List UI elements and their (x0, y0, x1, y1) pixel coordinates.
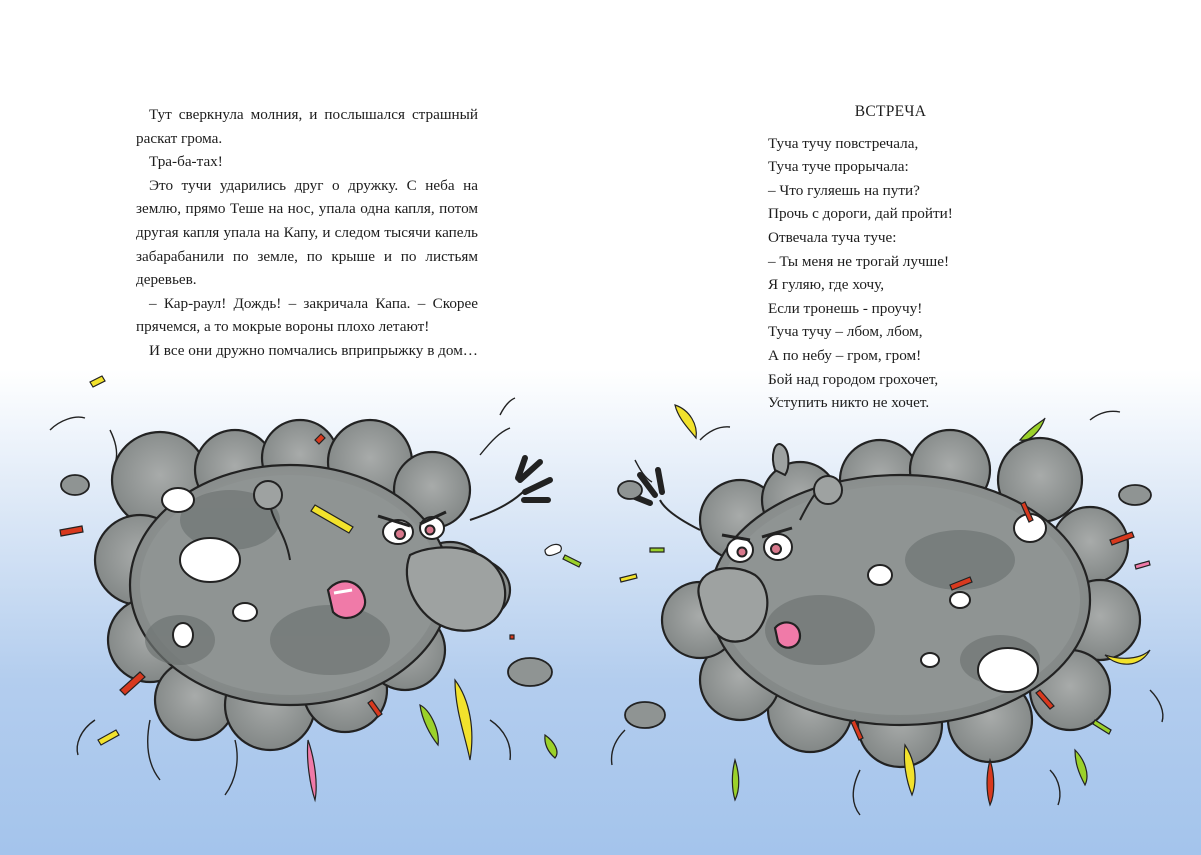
poem-line: Уступить никто не хочет. (768, 394, 930, 412)
cloud-nose (407, 547, 505, 630)
poem-line: Отвечала туча туче: (768, 228, 897, 246)
cloud-eyes (378, 512, 446, 544)
right-cloud (618, 430, 1151, 767)
confetti (60, 376, 1150, 805)
paragraph: Тут сверкнула молния, и послышался страшный раскат грома. (136, 106, 478, 147)
poem-line: Туча туче прорычала: (768, 158, 909, 176)
motion-lines (50, 398, 1163, 815)
paragraph: И все они дружно помчались вприпрыжку в дом… (149, 341, 478, 359)
cloud-hole (180, 538, 240, 582)
poem-line: – Ты меня не трогай лучше! (768, 252, 950, 270)
poem-line: – Что гуляешь на пути? (768, 181, 920, 199)
cloud-hand (518, 458, 550, 500)
poem (768, 100, 1028, 415)
paragraph: Это тучи ударились друг о дружку. С неба на землю, прямо Теше на нос, упала одна капля, потом другая капля упала на Капу, и следом тысячи капель забарабанили по земле, по крыше и по листьям деревьев. (136, 176, 478, 289)
poem-title: ВСТРЕЧА (854, 103, 927, 120)
poem-line: Туча тучу – лбом, лбом, (768, 323, 923, 341)
paragraph: Тра-ба-тах! (149, 153, 223, 171)
left-cloud (61, 420, 665, 750)
poem-line: Бой над городом грохочет, (768, 370, 939, 388)
cloud-mouth (328, 581, 365, 618)
paragraph: – Кар-раул! Дождь! – закричала Капа. – Скорее прячемся, а то мокрые вороны плохо летают! (136, 294, 478, 336)
poem-line: А по небу – гром, гром! (768, 346, 922, 364)
poem-line: Туча тучу повстречала, (768, 134, 919, 152)
cloud-fist (254, 481, 282, 509)
poem-line: Прочь с дороги, дай пройти! (768, 205, 953, 223)
poem-line: Если тронешь - проучу! (768, 299, 923, 317)
poem-line: Я гуляю, где хочу, (768, 276, 885, 294)
left-page-text (136, 103, 478, 363)
